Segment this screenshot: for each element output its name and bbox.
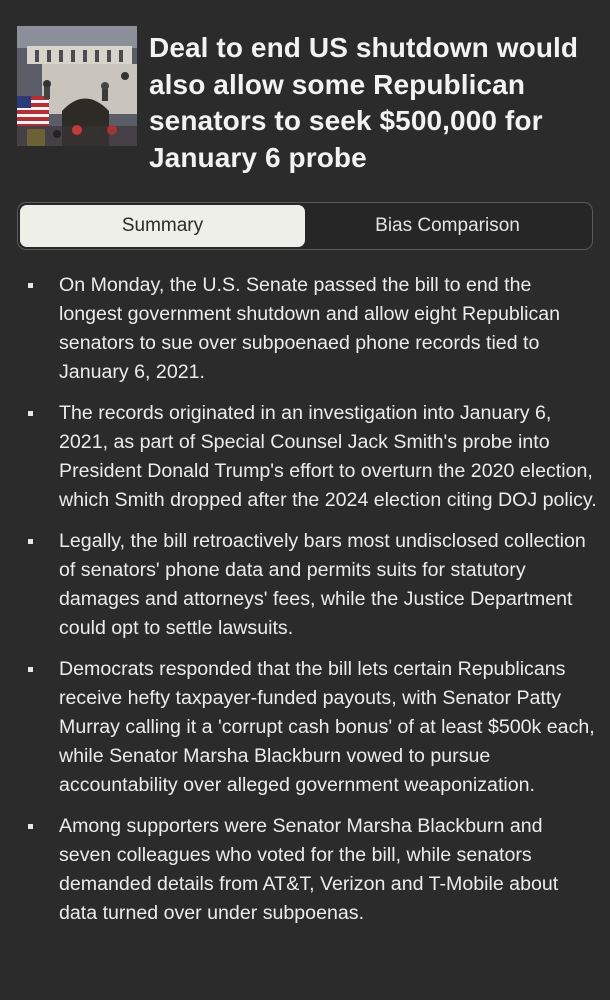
bullet-text: Legally, the bill retroactively bars most undisclosed collection of senators' phone data and permits suits for statutory damages and attorneys' fees, while the Justice Department could opt to settle lawsuits.	[59, 530, 586, 639]
article-title: Deal to end US shutdown would also allow some Republican senators to seek $500,000 for January 6 probe	[149, 32, 579, 173]
bullet-icon	[28, 283, 33, 288]
bullet-text: The records originated in an investigation into January 6, 2021, as part of Special Counsel Jack Smith's probe into President Donald Trump's effort to overturn the 2020 election, which Smith dropped after the 2024 election citing DOJ policy.	[59, 402, 597, 511]
bullet-text: Democrats responded that the bill lets certain Republicans receive hefty taxpayer-funded payouts, with Senator Patty Murray calling it a 'corrupt cash bonus' of at least $500k each, while Senator Marsha Blackburn vowed to pursue accountability over alleged government weaponization.	[59, 658, 595, 796]
tab-summary[interactable]: Summary	[20, 205, 305, 247]
bullet-icon	[28, 824, 33, 829]
bullet-icon	[28, 539, 33, 544]
tab-bias-comparison[interactable]: Bias Comparison	[375, 215, 520, 236]
list-item	[28, 271, 598, 387]
bullet-text: On Monday, the U.S. Senate passed the bill to end the longest government shutdown and allow eight Republican senators to sue over subpoenaed phone records tied to January 6, 2021.	[59, 274, 561, 383]
list-item	[28, 399, 598, 515]
bullet-icon	[28, 667, 33, 672]
article-thumbnail[interactable]	[17, 26, 137, 146]
bullet-icon	[28, 411, 33, 416]
list-item	[28, 655, 598, 800]
segmented-tabs	[17, 202, 593, 250]
summary-list	[28, 271, 598, 940]
bullet-text: Among supporters were Senator Marsha Blackburn and seven colleagues who voted for the bill, while senators demanded details from AT&T, Verizon and T-Mobile about data turned over under subpoenas.	[59, 815, 559, 924]
list-item	[28, 527, 598, 643]
capitol-photo-icon	[17, 26, 137, 146]
article-header	[17, 26, 597, 176]
list-item	[28, 812, 598, 928]
